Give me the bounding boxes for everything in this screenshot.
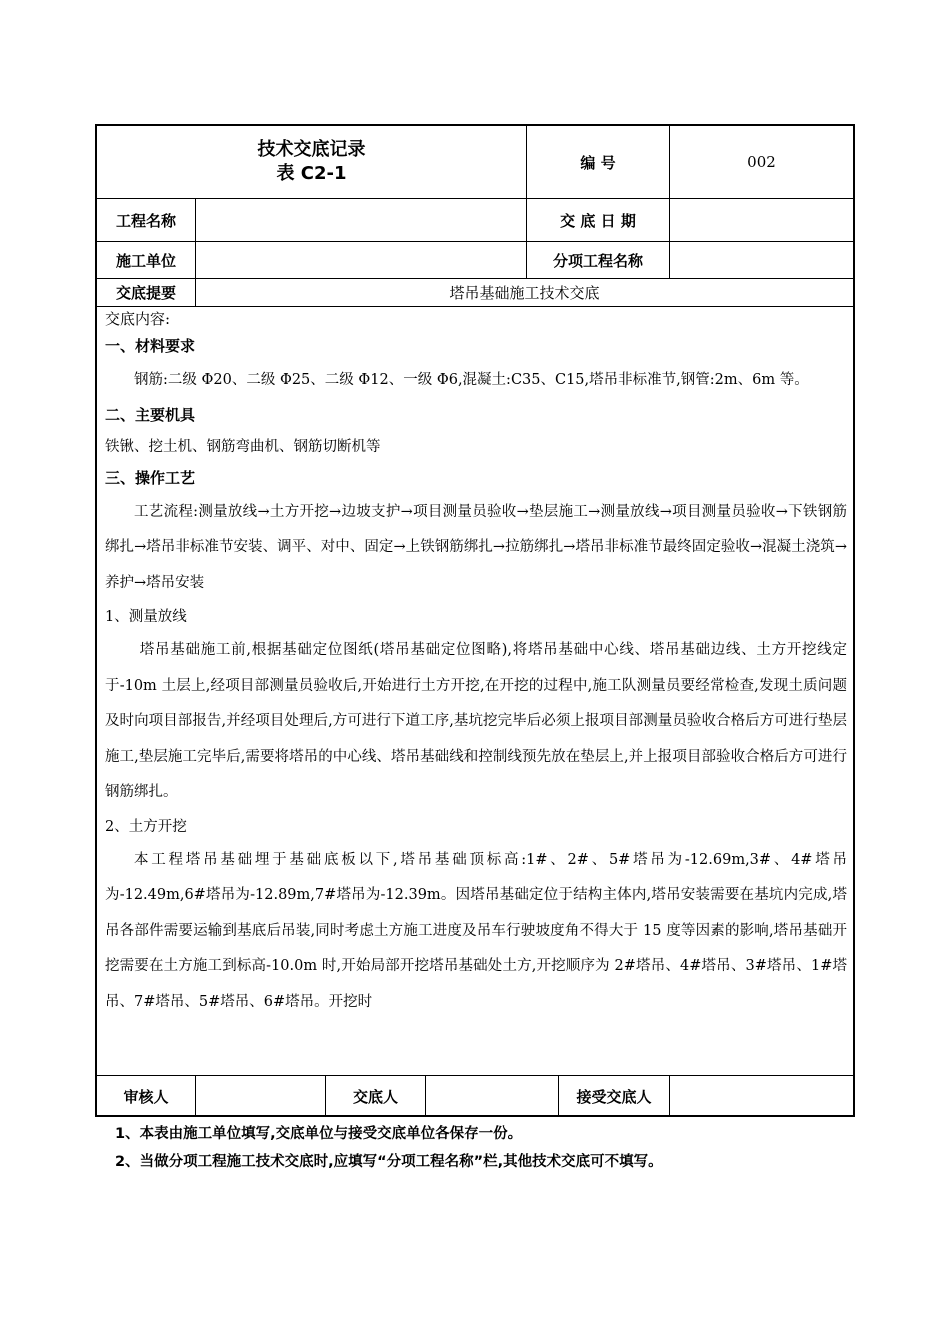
reviewer-field[interactable] — [196, 1076, 325, 1117]
date-label: 交 底 日 期 — [560, 211, 636, 230]
section-process-title: 三、操作工艺 — [105, 468, 196, 487]
form-title-main: 技术交底记录 — [257, 139, 366, 160]
date-field[interactable] — [670, 199, 853, 241]
project-name-field[interactable] — [196, 199, 526, 241]
form-notes — [115, 1120, 855, 1176]
subproject-label: 分项工程名称 — [552, 251, 643, 270]
contractor-label: 施工单位 — [115, 251, 176, 270]
section-tools-title: 二、主要机具 — [105, 405, 196, 424]
note-1: 1、本表由施工单位填写,交底单位与接受交底单位各保存一份。 — [115, 1126, 523, 1142]
form-code: 表 C2-1 — [276, 163, 347, 184]
number-value: 002 — [747, 153, 776, 171]
form-title — [97, 126, 526, 198]
receiver-label: 接受交底人 — [576, 1088, 652, 1106]
section-process-text: 工艺流程:测量放线→土方开挖→边坡支护→项目测量员验收→垫层施工→测量放线→项目测量员验收→下铁钢筋绑扎→塔吊非标准节安装、调平、对中、固定→上铁钢筋绑扎→拉筋绑扎→塔吊非标准节最终固定验收→混凝土浇筑→养护→塔吊安装 — [105, 503, 847, 591]
presenter-label: 交底人 — [352, 1088, 398, 1106]
content-label: 交底内容: — [105, 310, 171, 328]
summary-value: 塔吊基础施工技术交底 — [449, 284, 600, 302]
section-materials-title: 一、材料要求 — [105, 337, 196, 355]
project-name-label: 工程名称 — [115, 211, 176, 230]
number-label: 编 号 — [580, 153, 616, 172]
reviewer-label: 审核人 — [123, 1088, 169, 1106]
note-2: 2、当做分项工程施工技术交底时,应填写“分项工程名称”栏,其他技术交底可不填写。 — [115, 1154, 663, 1170]
disclosure-content — [105, 308, 847, 1074]
technical-disclosure-form — [95, 124, 855, 1117]
subsection-survey-title: 1、测量放线 — [105, 609, 187, 625]
summary-label: 交底提要 — [115, 284, 176, 302]
subsection-survey-text: 塔吊基础施工前,根据基础定位图纸(塔吊基础定位图略),将塔吊基础中心线、塔吊基础边线、土方开挖线定于-10m 土层上,经项目部测量员验收后,开始进行土方开挖,在开挖的过程中,施工队测量员要经常检查,发现土质问题及时向项目部报告,并经项目处理后,方可进行下道工序,基坑挖完毕后必须上报项目部测量员验收合格后方可进行垫层施工,垫层施工完毕后,需要将塔吊的中心线、塔吊基础线和控制线预先放在垫层上,并上报项目部验收合格后方可进行钢筋绑扎。 — [105, 642, 847, 800]
subsection-excavation-title: 2、土方开挖 — [105, 818, 187, 835]
section-materials-text: 钢筋:二级 Φ20、二级 Φ25、二级 Φ12、一级 Φ6,混凝土:C35、C15,塔吊非标准节,钢管:2m、6m 等。 — [134, 372, 809, 388]
subproject-field[interactable] — [670, 242, 853, 278]
subsection-excavation-text: 本工程塔吊基础埋于基础底板以下,塔吊基础顶标高:1#、2#、5#塔吊为-12.69m,3#、4#塔吊为-12.49m,6#塔吊为-12.89m,7#塔吊为-12.39m。因塔吊基础定位于结构主体内,塔吊安装需要在基坑内完成,塔吊各部件需要运输到基底后吊装,同时考虑土方施工进度及吊车行驶坡度角不得大于 15 度等因素的影响,塔吊基础开挖需要在土方施工到标高-10.0m 时,开始局部开挖塔吊基础处土方,开挖顺序为 2#塔吊、4#塔吊、3#塔吊、1#塔吊、7#塔吊、5#塔吊、6#塔吊。开挖时 — [105, 851, 847, 1010]
section-tools-text: 铁锹、挖土机、钢筋弯曲机、钢筋切断机等 — [105, 438, 381, 455]
receiver-field[interactable] — [670, 1076, 853, 1117]
contractor-field[interactable] — [196, 242, 526, 278]
presenter-field[interactable] — [426, 1076, 558, 1117]
